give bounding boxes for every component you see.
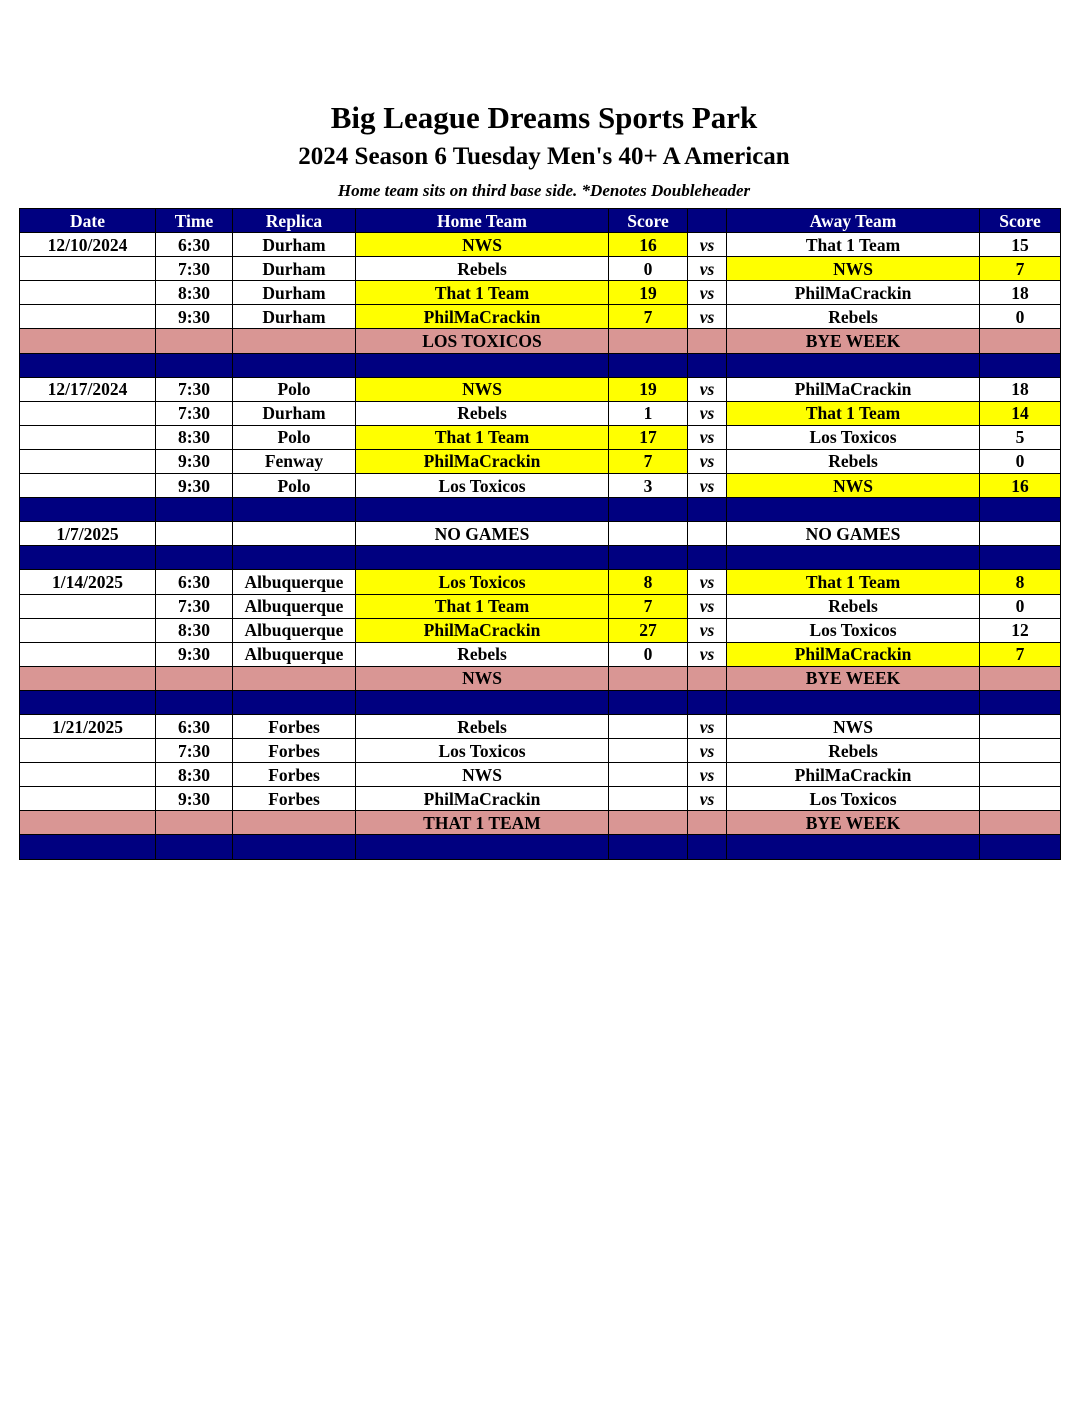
- home-score-cell: [609, 787, 688, 811]
- date-cell: [20, 763, 156, 787]
- separator-cell: [156, 835, 233, 859]
- home-score-cell: 17: [609, 425, 688, 449]
- home-team-cell: NWS: [356, 666, 609, 690]
- away-team-cell: Rebels: [727, 594, 980, 618]
- game-row: [20, 377, 1061, 401]
- home-team-cell: NO GAMES: [356, 522, 609, 546]
- game-row: [20, 425, 1061, 449]
- vs-cell: vs: [688, 474, 727, 498]
- replica-cell: Forbes: [233, 739, 356, 763]
- away-score-cell: 7: [980, 642, 1061, 666]
- separator-cell: [20, 498, 156, 522]
- away-team-cell: Los Toxicos: [727, 787, 980, 811]
- time-cell: 7:30: [156, 594, 233, 618]
- game-row: [20, 474, 1061, 498]
- game-row: [20, 739, 1061, 763]
- home-score-cell: [609, 329, 688, 353]
- away-score-cell: 8: [980, 570, 1061, 594]
- away-team-cell: BYE WEEK: [727, 329, 980, 353]
- game-row: [20, 233, 1061, 257]
- separator-cell: [356, 835, 609, 859]
- home-team-cell: Rebels: [356, 401, 609, 425]
- time-cell: 8:30: [156, 763, 233, 787]
- away-score-cell: 0: [980, 449, 1061, 473]
- home-score-cell: 3: [609, 474, 688, 498]
- separator-cell: [233, 690, 356, 714]
- date-cell: [20, 305, 156, 329]
- vs-cell: vs: [688, 570, 727, 594]
- away-team-cell: NWS: [727, 714, 980, 738]
- separator-row: [20, 353, 1061, 377]
- replica-cell: Albuquerque: [233, 642, 356, 666]
- separator-cell: [20, 690, 156, 714]
- home-team-cell: That 1 Team: [356, 425, 609, 449]
- away-team-cell: Rebels: [727, 739, 980, 763]
- home-team-cell: LOS TOXICOS: [356, 329, 609, 353]
- home-score-cell: 0: [609, 257, 688, 281]
- separator-cell: [609, 546, 688, 570]
- replica-cell: Fenway: [233, 449, 356, 473]
- game-row: [20, 570, 1061, 594]
- replica-cell: Polo: [233, 425, 356, 449]
- replica-cell: Forbes: [233, 714, 356, 738]
- separator-cell: [356, 546, 609, 570]
- vs-cell: vs: [688, 305, 727, 329]
- game-row: [20, 522, 1061, 546]
- away-team-cell: PhilMaCrackin: [727, 763, 980, 787]
- separator-cell: [609, 690, 688, 714]
- home-team-cell: Los Toxicos: [356, 739, 609, 763]
- game-row: [20, 787, 1061, 811]
- replica-cell: Durham: [233, 305, 356, 329]
- home-score-cell: 19: [609, 281, 688, 305]
- home-score-cell: [609, 522, 688, 546]
- date-cell: [20, 401, 156, 425]
- separator-cell: [980, 353, 1061, 377]
- separator-cell: [609, 498, 688, 522]
- bye-week-row: [20, 811, 1061, 835]
- separator-cell: [20, 546, 156, 570]
- home-team-cell: That 1 Team: [356, 594, 609, 618]
- separator-cell: [980, 498, 1061, 522]
- time-cell: 9:30: [156, 305, 233, 329]
- away-score-cell: [980, 811, 1061, 835]
- time-cell: 8:30: [156, 281, 233, 305]
- time-cell: [156, 811, 233, 835]
- away-team-cell: PhilMaCrackin: [727, 642, 980, 666]
- date-cell: [20, 474, 156, 498]
- vs-cell: vs: [688, 714, 727, 738]
- separator-cell: [233, 353, 356, 377]
- home-score-cell: 0: [609, 642, 688, 666]
- date-cell: [20, 642, 156, 666]
- home-score-cell: 19: [609, 377, 688, 401]
- home-team-cell: NWS: [356, 233, 609, 257]
- away-score-cell: 18: [980, 281, 1061, 305]
- date-cell: [20, 329, 156, 353]
- date-cell: [20, 449, 156, 473]
- separator-cell: [356, 498, 609, 522]
- separator-cell: [688, 690, 727, 714]
- separator-cell: [20, 353, 156, 377]
- bye-week-row: [20, 666, 1061, 690]
- page-subtitle: 2024 Season 6 Tuesday Men's 40+ A American: [298, 143, 790, 170]
- separator-row: [20, 690, 1061, 714]
- game-row: [20, 594, 1061, 618]
- vs-cell: vs: [688, 401, 727, 425]
- replica-cell: Albuquerque: [233, 618, 356, 642]
- home-team-cell: Los Toxicos: [356, 570, 609, 594]
- game-row: [20, 449, 1061, 473]
- vs-cell: [688, 329, 727, 353]
- home-team-cell: PhilMaCrackin: [356, 449, 609, 473]
- separator-row: [20, 546, 1061, 570]
- away-team-cell: BYE WEEK: [727, 666, 980, 690]
- time-cell: 9:30: [156, 642, 233, 666]
- home-team-cell: NWS: [356, 377, 609, 401]
- home-score-cell: 7: [609, 449, 688, 473]
- away-team-cell: That 1 Team: [727, 570, 980, 594]
- away-team-cell: NO GAMES: [727, 522, 980, 546]
- separator-cell: [688, 546, 727, 570]
- away-team-cell: BYE WEEK: [727, 811, 980, 835]
- separator-cell: [727, 498, 980, 522]
- home-team-cell: Rebels: [356, 257, 609, 281]
- separator-cell: [156, 690, 233, 714]
- vs-cell: vs: [688, 618, 727, 642]
- col-header-home-team: Home Team: [356, 209, 609, 233]
- away-score-cell: 18: [980, 377, 1061, 401]
- home-score-cell: 27: [609, 618, 688, 642]
- schedule-body: [20, 233, 1061, 859]
- home-score-cell: 7: [609, 594, 688, 618]
- game-row: [20, 714, 1061, 738]
- separator-cell: [356, 353, 609, 377]
- separator-cell: [356, 690, 609, 714]
- replica-cell: Forbes: [233, 787, 356, 811]
- time-cell: 6:30: [156, 714, 233, 738]
- time-cell: 9:30: [156, 474, 233, 498]
- away-score-cell: 5: [980, 425, 1061, 449]
- page-note: Home team sits on third base side. *Denotes Doubleheader: [337, 181, 751, 200]
- replica-cell: Albuquerque: [233, 594, 356, 618]
- game-row: [20, 642, 1061, 666]
- separator-cell: [156, 498, 233, 522]
- time-cell: [156, 522, 233, 546]
- away-team-cell: Rebels: [727, 305, 980, 329]
- date-cell: 12/10/2024: [20, 233, 156, 257]
- home-team-cell: Rebels: [356, 642, 609, 666]
- away-team-cell: Rebels: [727, 449, 980, 473]
- home-team-cell: Rebels: [356, 714, 609, 738]
- date-cell: [20, 666, 156, 690]
- col-header-away-team: Away Team: [727, 209, 980, 233]
- date-cell: [20, 618, 156, 642]
- away-score-cell: 0: [980, 594, 1061, 618]
- replica-cell: Polo: [233, 377, 356, 401]
- home-team-cell: Los Toxicos: [356, 474, 609, 498]
- home-score-cell: 1: [609, 401, 688, 425]
- away-score-cell: 12: [980, 618, 1061, 642]
- away-team-cell: Los Toxicos: [727, 618, 980, 642]
- separator-cell: [727, 690, 980, 714]
- separator-cell: [727, 835, 980, 859]
- separator-cell: [156, 353, 233, 377]
- vs-cell: vs: [688, 739, 727, 763]
- away-score-cell: 7: [980, 257, 1061, 281]
- away-score-cell: [980, 522, 1061, 546]
- replica-cell: Durham: [233, 257, 356, 281]
- time-cell: 7:30: [156, 739, 233, 763]
- vs-cell: vs: [688, 763, 727, 787]
- game-row: [20, 618, 1061, 642]
- date-cell: 1/21/2025: [20, 714, 156, 738]
- col-header-vs: [688, 209, 727, 233]
- replica-cell: [233, 522, 356, 546]
- date-cell: 1/14/2025: [20, 570, 156, 594]
- bye-week-row: [20, 329, 1061, 353]
- away-team-cell: That 1 Team: [727, 401, 980, 425]
- vs-cell: [688, 811, 727, 835]
- home-score-cell: [609, 739, 688, 763]
- home-score-cell: 16: [609, 233, 688, 257]
- home-team-cell: PhilMaCrackin: [356, 305, 609, 329]
- date-cell: [20, 281, 156, 305]
- home-team-cell: That 1 Team: [356, 281, 609, 305]
- away-score-cell: 16: [980, 474, 1061, 498]
- vs-cell: vs: [688, 257, 727, 281]
- page-title: Big League Dreams Sports Park: [330, 100, 758, 135]
- vs-cell: [688, 522, 727, 546]
- schedule-table: [19, 208, 1061, 860]
- col-header-home-score: Score: [609, 209, 688, 233]
- away-score-cell: 14: [980, 401, 1061, 425]
- col-header-replica: Replica: [233, 209, 356, 233]
- away-score-cell: [980, 739, 1061, 763]
- away-team-cell: That 1 Team: [727, 233, 980, 257]
- away-team-cell: PhilMaCrackin: [727, 281, 980, 305]
- away-score-cell: [980, 763, 1061, 787]
- vs-cell: vs: [688, 642, 727, 666]
- vs-cell: vs: [688, 281, 727, 305]
- separator-cell: [980, 690, 1061, 714]
- away-score-cell: [980, 329, 1061, 353]
- replica-cell: Polo: [233, 474, 356, 498]
- time-cell: 8:30: [156, 425, 233, 449]
- away-team-cell: NWS: [727, 257, 980, 281]
- replica-cell: [233, 666, 356, 690]
- replica-cell: Durham: [233, 401, 356, 425]
- date-cell: 12/17/2024: [20, 377, 156, 401]
- home-team-cell: NWS: [356, 763, 609, 787]
- home-team-cell: THAT 1 TEAM: [356, 811, 609, 835]
- separator-cell: [688, 835, 727, 859]
- time-cell: 7:30: [156, 401, 233, 425]
- game-row: [20, 305, 1061, 329]
- replica-cell: [233, 329, 356, 353]
- vs-cell: vs: [688, 449, 727, 473]
- separator-row: [20, 835, 1061, 859]
- time-cell: 9:30: [156, 787, 233, 811]
- separator-cell: [609, 835, 688, 859]
- replica-cell: Forbes: [233, 763, 356, 787]
- game-row: [20, 281, 1061, 305]
- separator-cell: [20, 835, 156, 859]
- away-score-cell: [980, 787, 1061, 811]
- home-score-cell: [609, 811, 688, 835]
- time-cell: 8:30: [156, 618, 233, 642]
- home-score-cell: 8: [609, 570, 688, 594]
- away-team-cell: PhilMaCrackin: [727, 377, 980, 401]
- replica-cell: Durham: [233, 281, 356, 305]
- away-team-cell: Los Toxicos: [727, 425, 980, 449]
- date-cell: [20, 811, 156, 835]
- game-row: [20, 257, 1061, 281]
- date-cell: [20, 739, 156, 763]
- date-cell: [20, 594, 156, 618]
- vs-cell: vs: [688, 425, 727, 449]
- separator-cell: [727, 353, 980, 377]
- game-row: [20, 401, 1061, 425]
- time-cell: 7:30: [156, 257, 233, 281]
- home-score-cell: [609, 763, 688, 787]
- home-score-cell: [609, 714, 688, 738]
- separator-cell: [233, 498, 356, 522]
- home-score-cell: 7: [609, 305, 688, 329]
- separator-cell: [980, 546, 1061, 570]
- home-team-cell: PhilMaCrackin: [356, 618, 609, 642]
- date-cell: 1/7/2025: [20, 522, 156, 546]
- col-header-time: Time: [156, 209, 233, 233]
- col-header-date: Date: [20, 209, 156, 233]
- time-cell: 6:30: [156, 233, 233, 257]
- separator-cell: [233, 835, 356, 859]
- vs-cell: [688, 666, 727, 690]
- date-cell: [20, 425, 156, 449]
- game-row: [20, 763, 1061, 787]
- home-team-cell: PhilMaCrackin: [356, 787, 609, 811]
- away-score-cell: 15: [980, 233, 1061, 257]
- away-score-cell: [980, 714, 1061, 738]
- time-cell: 6:30: [156, 570, 233, 594]
- date-cell: [20, 257, 156, 281]
- home-score-cell: [609, 666, 688, 690]
- replica-cell: [233, 811, 356, 835]
- time-cell: 7:30: [156, 377, 233, 401]
- col-header-away-score: Score: [980, 209, 1061, 233]
- time-cell: [156, 666, 233, 690]
- separator-cell: [980, 835, 1061, 859]
- date-cell: [20, 787, 156, 811]
- replica-cell: Albuquerque: [233, 570, 356, 594]
- vs-cell: vs: [688, 233, 727, 257]
- separator-cell: [156, 546, 233, 570]
- replica-cell: Durham: [233, 233, 356, 257]
- vs-cell: vs: [688, 377, 727, 401]
- separator-cell: [688, 498, 727, 522]
- separator-cell: [727, 546, 980, 570]
- time-cell: 9:30: [156, 449, 233, 473]
- separator-cell: [609, 353, 688, 377]
- table-header-row: [20, 209, 1061, 233]
- separator-row: [20, 498, 1061, 522]
- away-score-cell: [980, 666, 1061, 690]
- vs-cell: vs: [688, 787, 727, 811]
- vs-cell: vs: [688, 594, 727, 618]
- away-score-cell: 0: [980, 305, 1061, 329]
- separator-cell: [688, 353, 727, 377]
- time-cell: [156, 329, 233, 353]
- separator-cell: [233, 546, 356, 570]
- away-team-cell: NWS: [727, 474, 980, 498]
